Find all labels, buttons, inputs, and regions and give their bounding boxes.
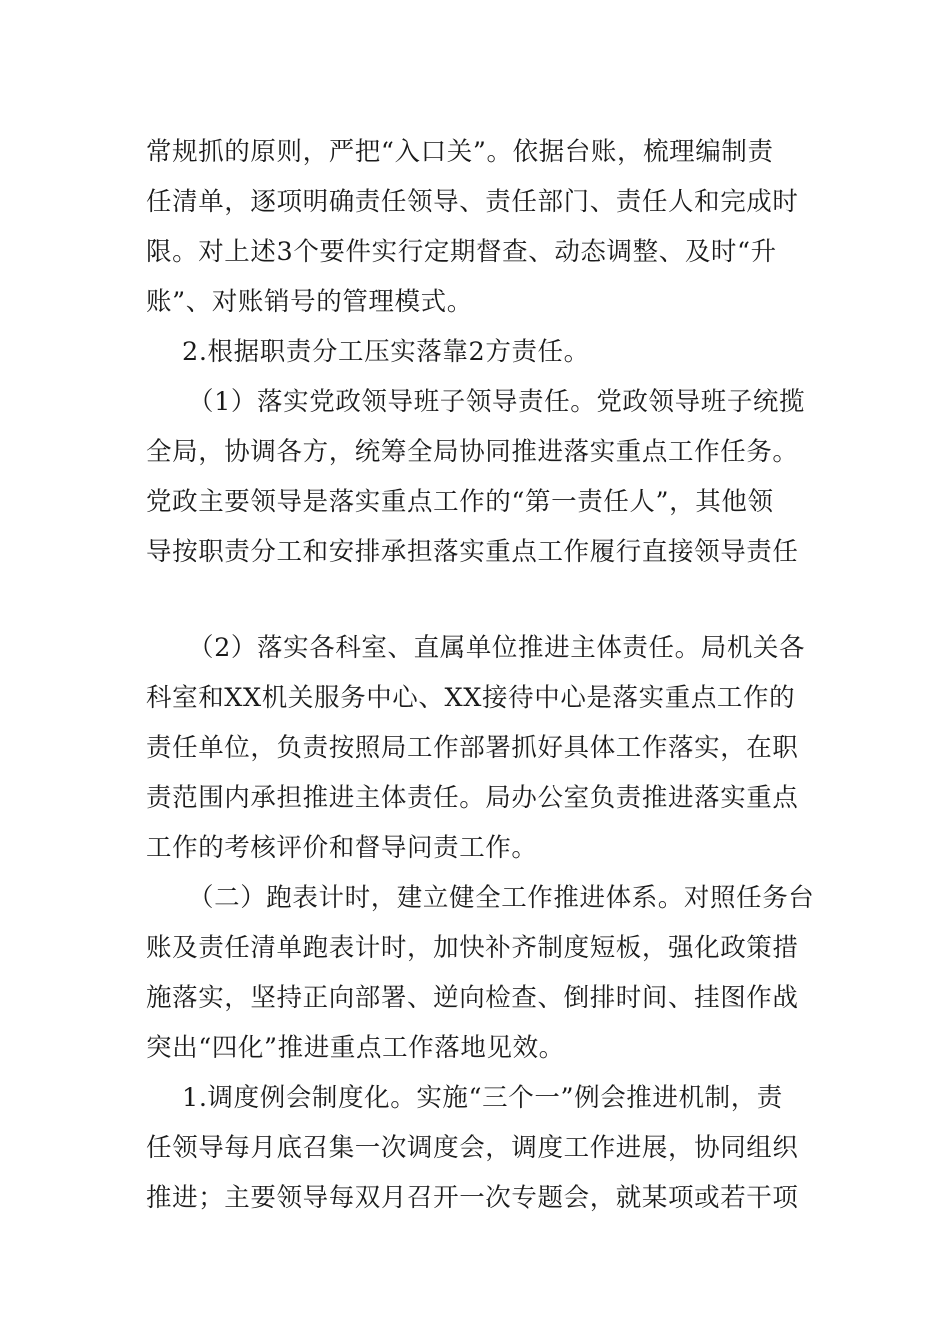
text-line: 党政主要领导是落实重点工作的“第一责任人”，其他领 bbox=[146, 487, 774, 517]
text-line: 责任单位，负责按照局工作部署抓好具体工作落实，在职 bbox=[146, 733, 799, 763]
section-heading: 2.根据职责分工压实落靠2方责任。 bbox=[182, 337, 590, 367]
text-line: 常规抓的原则，严把“入口关”。依据台账，梳理编制责 bbox=[146, 137, 774, 167]
text-line: 工作的考核评价和督导问责工作。 bbox=[146, 833, 538, 863]
section-heading: 1.调度例会制度化。实施“三个一”例会推进机制，责 bbox=[182, 1083, 783, 1113]
text-line: 突出“四化”推进重点工作落地见效。 bbox=[146, 1033, 565, 1063]
text-line: 责范围内承担推进主体责任。局办公室负责推进落实重点 bbox=[146, 783, 799, 813]
text-line: （2）落实各科室、直属单位推进主体责任。局机关各 bbox=[188, 633, 806, 663]
text-line: 推进；主要领导每双月召开一次专题会，就某项或若干项 bbox=[146, 1183, 799, 1213]
text-line: 全局，协调各方，统筹全局协同推进落实重点工作任务。 bbox=[146, 437, 799, 467]
text-line: （1）落实党政领导班子领导责任。党政领导班子统揽 bbox=[188, 387, 806, 417]
section-heading: （二）跑表计时，建立健全工作推进体系。对照任务台 bbox=[188, 883, 815, 913]
text-line: 账”、对账销号的管理模式。 bbox=[146, 287, 473, 317]
text-line: 任领导每月底召集一次调度会，调度工作进展，协同组织 bbox=[146, 1133, 799, 1163]
text-line: 限。对上述3个要件实行定期督查、动态调整、及时“升 bbox=[146, 237, 777, 267]
text-line: 任清单，逐项明确责任领导、责任部门、责任人和完成时 bbox=[146, 187, 799, 217]
text-line: 账及责任清单跑表计时，加快补齐制度短板，强化政策措 bbox=[146, 933, 799, 963]
text-line: 施落实，坚持正向部署、逆向检查、倒排时间、挂图作战 bbox=[146, 983, 799, 1013]
text-line: 导按职责分工和安排承担落实重点工作履行直接领导责任 bbox=[146, 537, 799, 567]
text-line: 科室和XX机关服务中心、XX接待中心是落实重点工作的 bbox=[146, 683, 796, 713]
